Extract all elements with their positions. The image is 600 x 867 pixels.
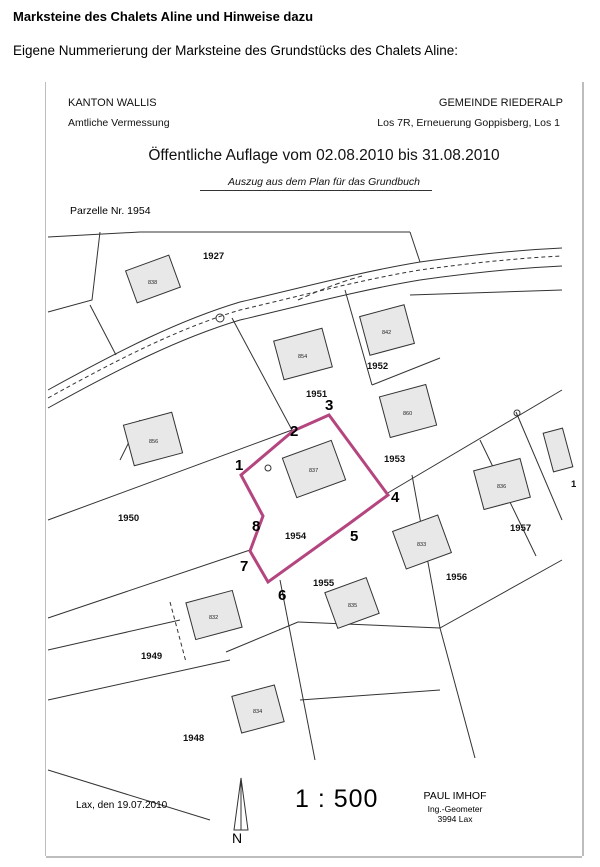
parcel-label: 1 (571, 479, 577, 490)
parcel-label: 1955 (313, 578, 335, 589)
building-label: 832 (209, 615, 219, 621)
building-label: 856 (149, 439, 159, 445)
geometer-name: PAUL IMHOF (423, 790, 487, 802)
north-arrow (234, 778, 248, 830)
marker-3: 3 (325, 397, 334, 414)
parcel-label: 1927 (203, 251, 225, 262)
parcel-number-label: Parzelle Nr. 1954 (70, 205, 151, 217)
page-heading: Marksteine des Chalets Aline und Hinweise dazu (13, 9, 314, 24)
building-edge (543, 428, 573, 472)
parcel-label: 1957 (510, 523, 532, 534)
building-label: 834 (253, 709, 263, 715)
map-scale: 1 : 500 (295, 785, 379, 813)
marker-4: 4 (391, 489, 400, 506)
building-label: 833 (417, 542, 427, 548)
marker-8: 8 (252, 518, 261, 535)
parcel-label: 1950 (118, 513, 140, 524)
survey-point (265, 465, 271, 471)
parcel-label: 1952 (367, 361, 389, 372)
public-notice-title: Öffentliche Auflage vom 02.08.2010 bis 31.08.2010 (148, 147, 500, 164)
parcel-lines (48, 232, 562, 820)
survey-point (216, 314, 224, 322)
municipality-label: GEMEINDE RIEDERALP (438, 97, 563, 109)
canton-label: KANTON WALLIS (68, 97, 157, 109)
building-label: 854 (298, 354, 308, 360)
building-label: 836 (497, 484, 507, 490)
parcel-label: 1954 (285, 531, 307, 542)
boundary-markers (235, 397, 400, 604)
extract-subtitle: Auszug aus dem Plan für das Grundbuch (227, 176, 421, 188)
marker-6: 6 (278, 587, 287, 604)
building-label: 860 (403, 411, 413, 417)
parcel-1954-boundary (241, 415, 388, 582)
parcel-label: 1953 (384, 454, 406, 465)
building-label: 838 (148, 280, 158, 286)
building-labels (148, 280, 506, 715)
geometer-title: Ing.-Geometer (427, 804, 483, 814)
parcel-label: 1951 (306, 389, 328, 400)
parcel-label: 1956 (446, 572, 468, 583)
geometer-address: 3994 Lax (437, 814, 473, 824)
building-label: 842 (382, 330, 392, 336)
parcel-label: 1949 (141, 651, 163, 662)
building-label: 835 (348, 603, 358, 609)
marker-2: 2 (290, 423, 299, 440)
north-label: N (232, 830, 243, 846)
place-date: Lax, den 19.07.2010 (76, 800, 168, 811)
marker-5: 5 (350, 528, 359, 545)
marker-7: 7 (240, 558, 249, 575)
building-label: 837 (309, 468, 319, 474)
survey-label: Amtliche Vermessung (68, 117, 170, 129)
parcel-label: 1948 (183, 733, 205, 744)
intro-text: Eigene Nummerierung der Marksteine des Grundstücks des Chalets Aline: (13, 43, 458, 58)
buildings (123, 255, 572, 733)
geometer-block (415, 790, 495, 824)
building-838 (126, 255, 181, 303)
lot-label: Los 7R, Erneuerung Goppisberg, Los 1 (377, 117, 560, 129)
marker-1: 1 (235, 457, 244, 474)
